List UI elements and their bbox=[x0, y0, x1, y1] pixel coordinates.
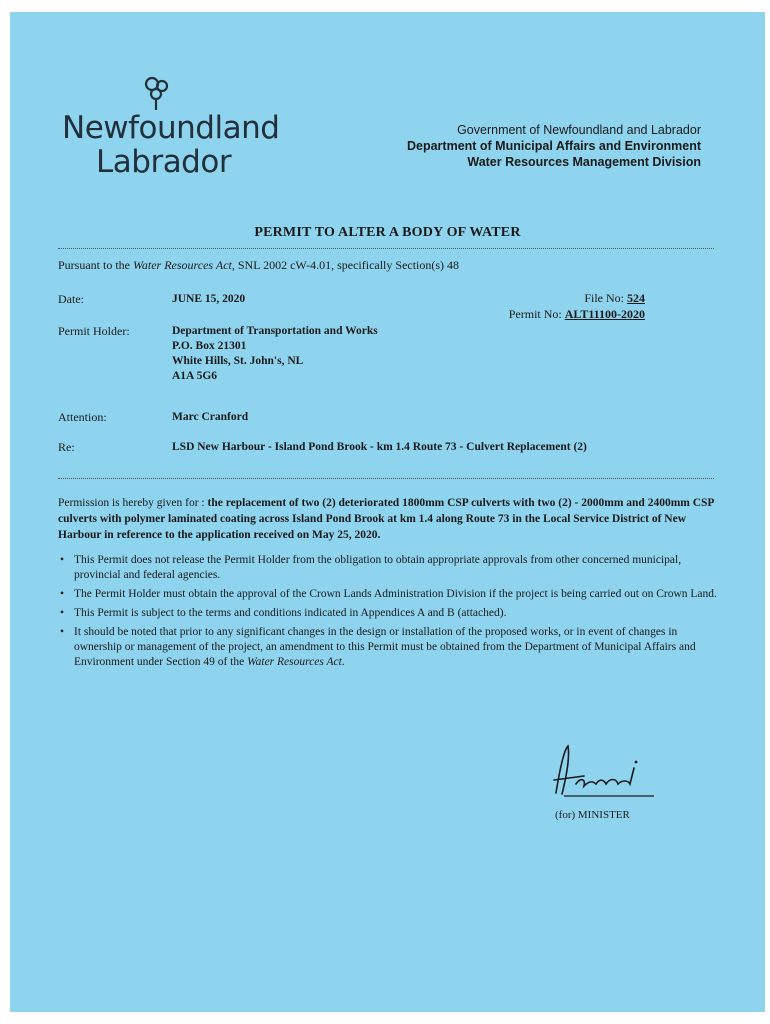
condition-end: . bbox=[341, 656, 345, 668]
document-title: PERMIT TO ALTER A BODY OF WATER bbox=[254, 225, 521, 240]
act-name: Water Resources Act bbox=[247, 656, 342, 668]
pursuant-statement bbox=[58, 258, 459, 273]
condition-item: • This Permit does not release the Permit Holder from the obligation to obtain appropriate approvals from other concerned municipal, provincial and federal agencies. bbox=[58, 553, 718, 583]
permission-prefix: Permission is hereby given for : bbox=[58, 497, 208, 509]
permit-number-value: ALT11100-2020 bbox=[564, 307, 645, 321]
holder-line: Department of Transportation and Works bbox=[172, 325, 378, 337]
permit-document bbox=[10, 12, 765, 1012]
file-number-label: File No: bbox=[584, 291, 627, 305]
logo-wordmark-newfoundland: Newfoundland bbox=[62, 110, 280, 146]
attention-value: Marc Cranford bbox=[172, 411, 249, 423]
government-name: Government of Newfoundland and Labrador bbox=[457, 123, 701, 137]
government-header bbox=[407, 122, 701, 170]
permit-holder-label: Permit Holder: bbox=[58, 324, 130, 338]
re-label: Re: bbox=[58, 440, 75, 454]
file-permit-numbers bbox=[509, 290, 645, 322]
permit-number-label: Permit No: bbox=[508, 307, 565, 321]
file-number-value: 524 bbox=[627, 291, 645, 305]
signatory-title: (for) MINISTER bbox=[555, 809, 630, 821]
file-number-row bbox=[509, 290, 645, 306]
condition-item: • The Permit Holder must obtain the approval of the Crown Lands Administration Division if the project is being carried out on Crown Land. bbox=[58, 587, 718, 602]
divider bbox=[58, 478, 714, 479]
date-value: JUNE 15, 2020 bbox=[172, 293, 246, 305]
pitcher-plant-icon bbox=[142, 76, 172, 110]
department-name: Department of Municipal Affairs and Environment bbox=[406, 139, 701, 153]
handwritten-signature bbox=[546, 738, 666, 813]
conditions-list bbox=[58, 553, 718, 674]
date-label: Date: bbox=[58, 292, 84, 306]
permission-body: the replacement of two (2) deteriorated 1800mm CSP culverts with two (2) - 2000mm and 2400mm CSP culverts with polymer laminated coating across Island Pond Brook at km 1.4 along Route 73 in the Local Service District of New Harbour in reference to the application received on May 25, 2020. bbox=[58, 497, 714, 541]
re-value: LSD New Harbour - Island Pond Brook - km 1.4 Route 73 - Culvert Replacement (2) bbox=[172, 441, 587, 453]
holder-line: A1A 5G6 bbox=[172, 370, 218, 382]
permission-paragraph bbox=[58, 495, 718, 543]
permit-number-row bbox=[509, 306, 645, 322]
permit-holder-address bbox=[172, 324, 378, 384]
holder-line: White Hills, St. John's, NL bbox=[172, 355, 304, 367]
holder-line: P.O. Box 21301 bbox=[172, 340, 247, 352]
division-name: Water Resources Management Division bbox=[467, 155, 701, 169]
attention-label: Attention: bbox=[58, 410, 107, 424]
act-name: Water Resources Act bbox=[133, 258, 232, 272]
condition-item bbox=[58, 625, 718, 670]
logo-wordmark-labrador: Labrador bbox=[96, 144, 232, 180]
nl-logo bbox=[62, 76, 280, 186]
condition-item: • This Permit is subject to the terms and conditions indicated in Appendices A and B (attached). bbox=[58, 606, 718, 621]
pursuant-prefix: Pursuant to the bbox=[58, 258, 133, 272]
divider bbox=[58, 248, 714, 249]
pursuant-suffix: , SNL 2002 cW-4.01, specifically Section(s) 48 bbox=[231, 258, 460, 272]
condition-text: It should be noted that prior to any significant changes in the design or installation of the proposed works, or in event of changes in ownership or management of the project, an amendment to this Permit must be obtained from the Department of Municipal Affairs and Environment under Section 49 of the bbox=[74, 626, 696, 668]
